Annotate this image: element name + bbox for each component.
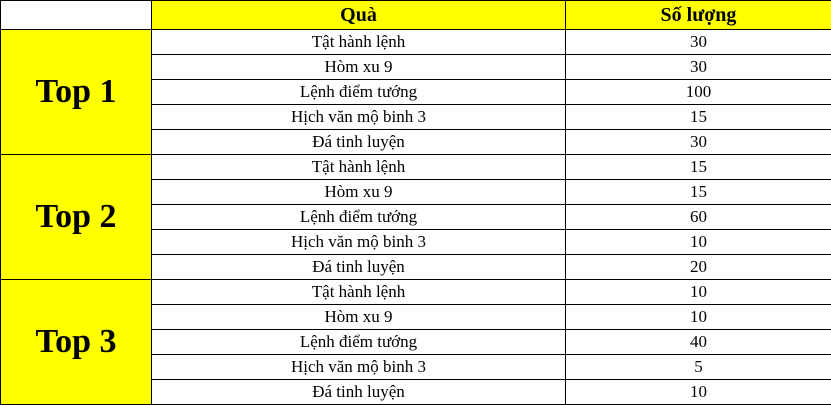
rank-cell-top-3: Top 3: [1, 280, 152, 405]
quantity-cell: 10: [566, 380, 831, 405]
gift-cell: Tật hành lệnh: [152, 155, 566, 180]
gift-cell: Lệnh điểm tướng: [152, 80, 566, 105]
quantity-cell: 5: [566, 355, 831, 380]
gift-cell: Hòm xu 9: [152, 55, 566, 80]
gift-cell: Hòm xu 9: [152, 180, 566, 205]
quantity-cell: 40: [566, 330, 831, 355]
gift-cell: Lệnh điểm tướng: [152, 205, 566, 230]
header-cell-quantity: Số lượng: [566, 1, 831, 30]
quantity-cell: 30: [566, 130, 831, 155]
quantity-cell: 15: [566, 180, 831, 205]
gift-cell: Hịch văn mộ binh 3: [152, 355, 566, 380]
quantity-cell: 60: [566, 205, 831, 230]
table-row: [1, 280, 831, 305]
gift-cell: Đá tinh luyện: [152, 380, 566, 405]
quantity-cell: 15: [566, 105, 831, 130]
gift-cell: Hòm xu 9: [152, 305, 566, 330]
table-row: [1, 155, 831, 180]
gift-cell: Lệnh điểm tướng: [152, 330, 566, 355]
quantity-cell: 20: [566, 255, 831, 280]
quantity-cell: 10: [566, 280, 831, 305]
quantity-cell: 100: [566, 80, 831, 105]
gift-cell: Tật hành lệnh: [152, 280, 566, 305]
quantity-cell: 30: [566, 55, 831, 80]
table-row: [1, 30, 831, 55]
rank-cell-top-2: Top 2: [1, 155, 152, 280]
header-row: [1, 1, 831, 30]
quantity-cell: 30: [566, 30, 831, 55]
rank-cell-top-1: Top 1: [1, 30, 152, 155]
gift-cell: Hịch văn mộ binh 3: [152, 105, 566, 130]
gift-cell: Tật hành lệnh: [152, 30, 566, 55]
gift-cell: Đá tinh luyện: [152, 255, 566, 280]
quantity-cell: 15: [566, 155, 831, 180]
header-cell-empty: [1, 1, 152, 30]
gift-cell: Hịch văn mộ binh 3: [152, 230, 566, 255]
quantity-cell: 10: [566, 230, 831, 255]
quantity-cell: 10: [566, 305, 831, 330]
gift-cell: Đá tinh luyện: [152, 130, 566, 155]
header-cell-gift: Quà: [152, 1, 566, 30]
